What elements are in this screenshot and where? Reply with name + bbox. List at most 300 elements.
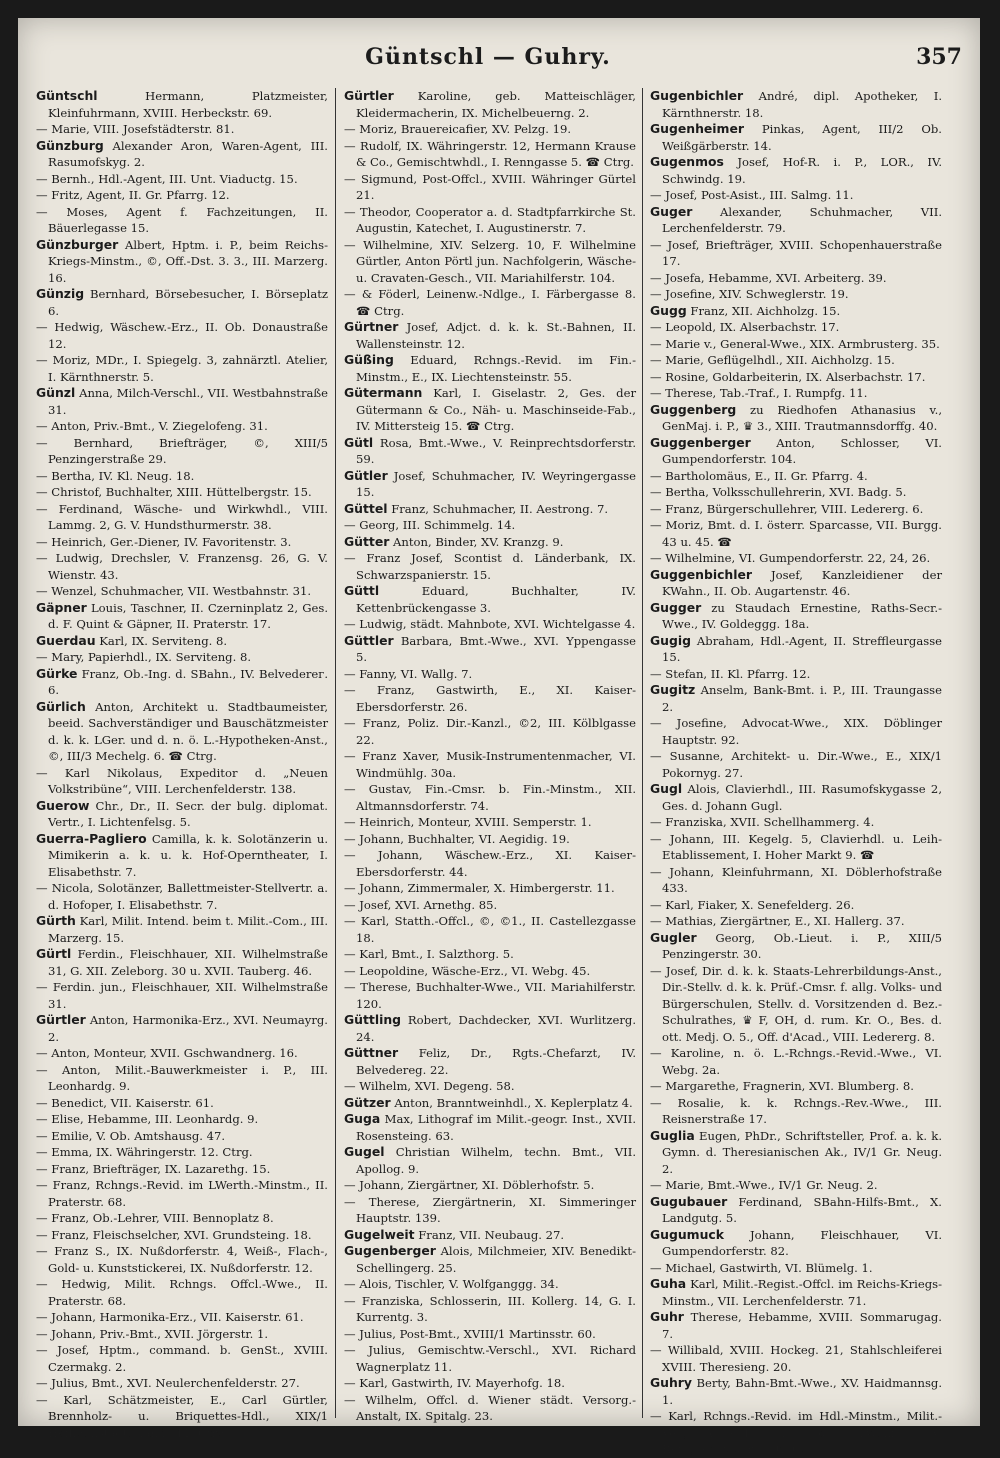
directory-entry: [36, 1243, 328, 1276]
entry-details: — Franz, Bürgerschullehrer, VIII. Ledererg. 6.: [650, 501, 924, 516]
entry-surname: Güttling: [344, 1012, 402, 1027]
entry-surname: Güttler: [344, 632, 394, 648]
entry-surname: Guga: [344, 1111, 381, 1126]
entry-surname: Günzburger: [36, 236, 119, 252]
entry-details: — Moriz, Brauereicafier, XV. Pelzg. 19.: [344, 122, 572, 136]
entry-details: Karl, I. Giselastr. 2, Ges. der Gütermann & Co., Näh- u. Maschinseide-Fab., IV. Mittersteig 15. ☎ Ctrg.: [356, 386, 637, 433]
directory-entry: [650, 600, 942, 633]
entry-details: Josef, Kanzleidiener der KWahn., II. Ob. Augartenstr. 46.: [662, 567, 943, 598]
directory-entry: [344, 633, 636, 666]
directory-entry: [650, 402, 942, 435]
directory-entry: [36, 831, 328, 881]
entry-surname: Guggenberger: [650, 434, 751, 450]
directory-entry: [650, 1260, 942, 1277]
directory-entry: [36, 385, 328, 418]
entry-details: Johann, Fleischhauer, VI. Gumpendorferstr. 82.: [662, 1227, 942, 1258]
directory-entry: [36, 1128, 328, 1145]
entry-details: Franz, Ob.-Ing. d. SBahn., IV. Belvederег. 6.: [48, 666, 328, 697]
entry-details: Anton, Architekt u. Stadtbaumeister, beeid. Sachverständiger und Bauschätzmeister d. k. k. LGer. und d. n. ö. L.-Hypotheken-Anst., ©, III/3 Mechelg. 6. ☎ Ctrg.: [48, 699, 328, 763]
entry-details: — Emma, IX. Währingerstr. 12. Ctrg.: [36, 1145, 253, 1159]
directory-entry: [36, 798, 328, 831]
directory-entry: [650, 187, 942, 204]
entry-details: Berty, Bahn-Bmt.-Wwe., XV. Haidmannsg. 1.: [662, 1376, 943, 1407]
entry-details: Pinkas, Agent, III/2 Ob. Weißgärberstr. 14.: [662, 122, 942, 153]
directory-entry: [650, 1128, 942, 1178]
entry-details: Anton, Branntweinhdl., X. Keplerplatz 4.: [394, 1095, 633, 1110]
entry-details: Ferdinand, SBahn-Hilfs-Bmt., X. Landgutg. 5.: [662, 1194, 942, 1225]
directory-entry: [344, 1177, 636, 1194]
directory-entry: [36, 138, 328, 171]
entry-surname: Gürlich: [36, 698, 86, 714]
entry-details: Max, Lithograf im Milit.-geogr. Inst., XVII. Rosensteing. 63.: [356, 1112, 637, 1143]
entry-details: — Elise, Hebamme, III. Leonhardg. 9.: [36, 1112, 259, 1126]
entry-details: — Franz Josef, Scontist d. Länderbank, IX. Schwarzspanierstr. 15.: [344, 551, 636, 582]
entry-details: — Moriz, MDr., I. Spiegelg. 3, zahnärztl. Atelier, I. Kärnthnerstr. 5.: [36, 353, 328, 384]
entry-details: — Franz, Poliz. Dir.-Kanzl., ©2, III. Kölblgasse 22.: [344, 716, 636, 747]
entry-details: Georg, Ob.-Lieut. i. P., XIII/5 Penzingerstr. 30.: [662, 930, 943, 961]
entry-details: — Marie, Bmt.-Wwe., IV/1 Gr. Neug. 2.: [650, 1178, 878, 1192]
entry-details: — Johann, Wäschew.-Erz., XI. Kaiser-Ebersdorferstr. 44.: [344, 848, 636, 879]
entry-details: zu Riedhofen Athanasius v., GenMaj. i. P., ♛ 3., XIII. Trautmannsdorffg. 40.: [662, 402, 943, 433]
entry-details: Anselm, Bank-Bmt. i. P., III. Traungasse 2.: [662, 683, 942, 714]
directory-entry: [36, 699, 328, 765]
directory-entry: [344, 286, 636, 319]
directory-entry: [650, 369, 942, 386]
directory-entry: [344, 666, 636, 683]
entry-details: — Rosine, Goldarbeiterin, IX. Alserbachstr. 17.: [650, 369, 926, 384]
directory-entry: [344, 1326, 636, 1343]
directory-entry: [650, 435, 942, 468]
directory-entry: [36, 468, 328, 485]
entry-surname: Guger: [650, 203, 693, 219]
directory-entry: [650, 484, 942, 501]
column-left: [36, 88, 329, 1440]
directory-entry: [36, 1062, 328, 1095]
directory-entry: [344, 1243, 636, 1276]
directory-entry: [650, 517, 942, 550]
entry-surname: Gugel: [344, 1144, 385, 1159]
directory-entry: [344, 979, 636, 1012]
directory-entry: [344, 352, 636, 385]
directory-entry: [344, 913, 636, 946]
directory-entry: [344, 583, 636, 616]
directory-entry: [650, 1276, 942, 1309]
directory-entry: [36, 1309, 328, 1326]
entry-details: Camilla, k. k. Solotänzerin u. Mimikerin a. k. u. k. Hof-Operntheater, I. Elisabethstr. 7.: [48, 831, 329, 879]
entry-details: — Johann, Kleinfuhrmann, XI. Döblerhofstraße 433.: [650, 864, 942, 895]
entry-surname: Gäpner: [36, 599, 87, 615]
directory-entry: [36, 1144, 328, 1161]
directory-entry: [650, 336, 942, 353]
entry-details: — Johann, Ziergärtner, XI. Döblerhofstr. 5.: [344, 1178, 595, 1192]
entry-details: — Michael, Gastwirth, VI. Blümelg. 1.: [650, 1260, 873, 1275]
entry-details: — Franz S., IX. Nußdorferstr. 4, Weiß-, Flach-, Gold- u. Kunststickerei, IX. Nußdorferstr. 12.: [36, 1244, 328, 1275]
directory-entry: [650, 1045, 942, 1078]
directory-entry: [344, 1144, 636, 1177]
entry-details: — Karl, Rchngs.-Revid. im Hdl.-Minstm., Milit.-Verpfl.-Accessl. i. d. LWehr., V. Reinprechtsdorferstr. 62.: [650, 1409, 942, 1456]
directory-entry: [650, 385, 942, 402]
directory-entry: [650, 270, 942, 287]
entry-details: — Julius, Bmt., XVI. Neulerchenfelderstr. 27.: [36, 1376, 300, 1390]
directory-entry: [36, 484, 328, 501]
entry-surname: Gütler: [344, 467, 388, 483]
directory-entry: [36, 418, 328, 435]
entry-details: Alois, Clavierhdl., III. Rasumofskygasse 2, Ges. d. Johann Gugl.: [662, 782, 942, 813]
directory-entry: [650, 1095, 942, 1128]
entry-details: — Wenzel, Schuhmacher, VII. Westbahnstr. 31.: [36, 584, 312, 598]
entry-details: — Josefa, Hebamme, XVI. Arbeiterg. 39.: [650, 270, 887, 285]
entry-details: Franz, XII. Aichholzg. 15.: [690, 303, 841, 318]
directory-entry: [650, 1408, 942, 1458]
directory-entry: [36, 286, 328, 319]
directory-entry: [650, 88, 942, 121]
entry-details: — Karl, Statth.-Offcl., ©, ©1., II. Castellezgasse 18.: [344, 914, 636, 945]
entry-details: — Johann, Buchhalter, VI. Aegidig. 19.: [344, 831, 570, 846]
directory-entry: [36, 534, 328, 551]
entry-details: — Josefine, Advocat-Wwe., XIX. Döblinger Hauptstr. 92.: [650, 716, 942, 747]
entry-surname: Gütermann: [344, 385, 423, 400]
entry-details: — Leopoldine, Wäsche-Erz., VI. Webg. 45.: [344, 963, 591, 978]
entry-details: — Johann, Harmonika-Erz., VII. Kaiserstr. 61.: [36, 1310, 304, 1324]
directory-entry: [344, 946, 636, 963]
entry-surname: Guglia: [650, 1127, 695, 1143]
directory-entry: [650, 501, 942, 518]
directory-entry: [650, 831, 942, 864]
entry-surname: Guhr: [650, 1309, 684, 1324]
entry-surname: Güntschl: [36, 88, 98, 103]
entry-details: André, dipl. Apotheker, I. Kärnthnerstr. 18.: [662, 89, 943, 120]
directory-entry: [344, 847, 636, 880]
entry-details: Eugen, PhDr., Schriftsteller, Prof. a. k. k. Gymn. d. Theresianischen Ak., IV/1 Gr. Neug. 2.: [662, 1128, 943, 1176]
entry-details: — Josef, Briefträger, XVIII. Schopenhauerstraße 17.: [650, 237, 942, 268]
directory-entry: [344, 1045, 636, 1078]
entry-details: — Wilhelmine, VI. Gumpendorferstr. 22, 24, 26.: [650, 551, 931, 565]
entry-details: — Karl, Gastwirth, IV. Mayerhofg. 18.: [344, 1376, 565, 1390]
page-number: 357: [916, 44, 962, 70]
entry-surname: Guggenbichler: [650, 566, 752, 582]
entry-surname: Gürtler: [344, 88, 394, 103]
directory-entry: [650, 121, 942, 154]
entry-details: — Heinrich, Ger.-Diener, IV. Favoritenstr. 3.: [36, 534, 292, 549]
entry-details: — Franziska, Schlosserin, III. Kollerg. 14, G. I. Kurrentg. 3.: [344, 1293, 636, 1324]
entry-surname: Gürth: [36, 913, 76, 928]
entry-details: — Marie, VIII. Josefstädterstr. 81.: [36, 122, 235, 136]
directory-entry: [344, 204, 636, 237]
entry-details: — Anton, Priv.-Bmt., V. Ziegelofeng. 31.: [36, 419, 268, 433]
entry-details: — Mary, Papierhdl., IX. Serviteng. 8.: [36, 650, 252, 664]
directory-entry: [36, 1045, 328, 1062]
entry-details: — Mathias, Ziergärtner, E., XI. Hallerg. 37.: [650, 914, 905, 928]
entry-details: Karl, IX. Serviteng. 8.: [99, 633, 228, 648]
entry-details: — Alois, Tischler, V. Wolfganggg. 34.: [344, 1277, 559, 1291]
directory-entry: [36, 88, 328, 121]
directory-entry: [36, 1276, 328, 1309]
entry-details: Franz, Schuhmacher, II. Aestrong. 7.: [391, 501, 609, 516]
entry-surname: Gugig: [650, 632, 691, 648]
directory-entry: [650, 303, 942, 320]
directory-entry: [344, 715, 636, 748]
directory-entry: [36, 765, 328, 798]
directory-entry: [344, 121, 636, 138]
directory-entry: [650, 864, 942, 897]
entry-surname: Guhry: [650, 1375, 692, 1390]
entry-surname: Gürke: [36, 665, 78, 681]
entry-details: — Johann, Priv.-Bmt., XVII. Jörgerstr. 1.: [36, 1326, 269, 1341]
entry-details: — Fanny, VI. Wallg. 7.: [344, 666, 473, 681]
entry-details: — Heinrich, Monteur, XVIII. Semperstr. 1.: [344, 815, 592, 829]
directory-entry: [344, 1194, 636, 1227]
entry-details: — Theodor, Cooperator a. d. Stadtpfarrkirche St. Augustin, Katechet, I. Augustinerstr. 7.: [344, 204, 636, 235]
directory-entry: [344, 1375, 636, 1392]
entry-surname: Günzburg: [36, 137, 104, 153]
entry-details: — Franz, Briefträger, IX. Lazarethg. 15.: [36, 1161, 271, 1176]
directory-entry: [650, 814, 942, 831]
entry-details: — Emilie, V. Ob. Amtshausg. 47.: [36, 1128, 226, 1143]
entry-details: — Josef, Hptm., command. b. GenSt., XVIII. Czermakg. 2.: [36, 1343, 328, 1374]
directory-entry: [344, 781, 636, 814]
entry-details: — Christof, Buchhalter, XIII. Hüttelbergstr. 15.: [36, 485, 312, 499]
directory-entry: [36, 946, 328, 979]
entry-details: — Therese, Tab.-Traf., I. Rumpfg. 11.: [650, 386, 868, 400]
entry-details: Hermann, Platzmeister, Kleinfuhrmann, XVIII. Herbeckstr. 69.: [48, 89, 328, 120]
directory-entry: [36, 666, 328, 699]
entry-details: — Franziska, XVII. Schellhammerg. 4.: [650, 815, 875, 829]
directory-entry: [650, 682, 942, 715]
entry-details: Eduard, Rchngs.-Revid. im Fin.-Minstm., E., IX. Liechtensteinstr. 55.: [356, 353, 637, 384]
entry-surname: Gugitz: [650, 682, 696, 697]
entry-details: Anna, Milch-Verschl., VII. Westbahnstraße 31.: [48, 386, 329, 417]
directory-entry: [344, 897, 636, 914]
entry-surname: Guggenberg: [650, 401, 737, 417]
entry-details: — Ludwig, städt. Mahnbote, XVI. Wichtelgasse 4.: [344, 617, 636, 631]
entry-details: — Gustav, Fin.-Cmsr. b. Fin.-Minstm., XII. Altmannsdorferstr. 74.: [344, 782, 636, 813]
entry-surname: Günzig: [36, 286, 85, 301]
directory-entry: [36, 121, 328, 138]
entry-details: — Ferdin. jun., Fleischhauer, XII. Wilhelmstraße 31.: [36, 980, 328, 1011]
entry-surname: Gürtner: [344, 319, 399, 334]
entry-details: — Wilhelmine, XIV. Selzerg. 10, F. Wilhelmine Gürtler, Anton Pörtl jun. Nachfolgerin, Wäsche- u. Cravaten-Gesch., VII. Mariahilferstr. 104.: [344, 237, 636, 285]
entry-details: — Karl Nikolaus, Expeditor d. „Neuen Volkstribüne“, VIII. Lerchenfelderstr. 138.: [36, 765, 328, 796]
entry-details: — Josef, Post-Asist., III. Salmg. 11.: [650, 188, 854, 202]
entry-details: — Ludwig, Drechsler, V. Franzensg. 26, G. V. Wienstr. 43.: [36, 551, 328, 582]
entry-surname: Gugl: [650, 781, 683, 796]
entry-surname: Gürtl: [36, 946, 72, 961]
entry-details: — Therese, Ziergärtnerin, XI. Simmeringer Hauptstr. 139.: [344, 1194, 636, 1225]
directory-entry: [344, 550, 636, 583]
entry-details: — Bernhard, Briefträger, ©, XIII/5 Penzingerstraße 29.: [36, 435, 328, 466]
column-divider: [642, 88, 643, 1418]
entry-details: Robert, Dachdecker, XVI. Wurlitzerg. 24.: [356, 1013, 637, 1044]
directory-entry: [344, 534, 636, 551]
directory-entry: [650, 897, 942, 914]
entry-surname: Gugg: [650, 302, 687, 318]
entry-details: — Marie v., General-Wwe., XIX. Armbrusterg. 35.: [650, 336, 940, 351]
column-right: [650, 88, 943, 1456]
directory-entry: [650, 1177, 942, 1194]
entry-details: — Wilhelm, XVI. Degeng. 58.: [344, 1079, 515, 1093]
entry-details: Josef, Adjct. d. k. k. St.-Bahnen, II. Wallensteinstr. 12.: [356, 320, 637, 351]
directory-entry: [344, 1078, 636, 1095]
entry-surname: Gugenheimer: [650, 121, 744, 136]
entry-surname: Gugenbichler: [650, 88, 744, 103]
directory-entry: [36, 1392, 328, 1442]
directory-entry: [344, 237, 636, 287]
directory-entry: [36, 1177, 328, 1210]
entry-details: — Anton, Monteur, XVII. Gschwandnerg. 16.: [36, 1046, 298, 1060]
entry-surname: Guha: [650, 1276, 687, 1291]
directory-entry: [36, 633, 328, 650]
directory-entry: [650, 963, 942, 1046]
directory-entry: [650, 204, 942, 237]
directory-entry: [650, 633, 942, 666]
entry-details: Chr., Dr., II. Secr. der bulg. diplomat. Vertr., I. Lichtenfelsg. 5.: [48, 798, 328, 829]
directory-entry: [344, 963, 636, 980]
directory-entry: [36, 352, 328, 385]
entry-surname: Guerdau: [36, 632, 96, 648]
entry-details: — Karoline, n. ö. L.-Rchngs.-Revid.-Wwe., VI. Webg. 2a.: [650, 1046, 942, 1077]
entry-details: — Franz Xaver, Musik-Instrumentenmacher, VI. Windmühlg. 30a.: [344, 749, 636, 780]
entry-details: — & Föderl, Leinenw.-Ndlge., I. Färbergasse 8. ☎ Ctrg.: [344, 287, 636, 318]
entry-details: Bernhard, Börsebesucher, I. Börseplatz 6.: [48, 287, 328, 318]
entry-surname: Gugumuck: [650, 1226, 724, 1242]
entry-surname: Guerra-Pagliero: [36, 830, 147, 846]
entry-details: — Bertha, Volksschullehrerin, XVI. Badg. 5.: [650, 485, 907, 499]
entry-surname: Güttel: [344, 500, 388, 516]
directory-entry: [36, 550, 328, 583]
entry-details: Eduard, Buchhalter, IV. Kettenbrückengasse 3.: [356, 584, 636, 615]
entry-details: — Susanne, Architekt- u. Dir.-Wwe., E., XIX/1 Pokornyg. 27.: [650, 749, 942, 780]
directory-entry: [36, 1326, 328, 1343]
directory-entry: [36, 913, 328, 946]
directory-entry: [344, 880, 636, 897]
entry-details: Josef, Schuhmacher, IV. Weyringergasse 15.: [356, 468, 637, 499]
entry-details: — Georg, III. Schimmelg. 14.: [344, 518, 516, 532]
entry-details: — Bartholomäus, E., II. Gr. Pfarrg. 4.: [650, 468, 868, 483]
directory-entry: [344, 517, 636, 534]
entry-details: — Rudolf, IX. Währingerstr. 12, Hermann Krause & Co., Gemischtwhdl., I. Renngasse 5. ☎ Ctrg.: [344, 138, 636, 169]
directory-entry: [36, 1375, 328, 1392]
entry-details: — Karl, Bmt., I. Salzthorg. 5.: [344, 947, 514, 961]
entry-details: — Leopold, IX. Alserbachstr. 17.: [650, 320, 840, 334]
entry-surname: Gugenmos: [650, 154, 724, 169]
directory-entry: [36, 1227, 328, 1244]
entry-surname: Güttner: [344, 1045, 399, 1060]
directory-entry: [650, 319, 942, 336]
entry-details: Anton, Harmonika-Erz., XVI. Neumayrg. 2.: [48, 1013, 328, 1044]
directory-entry: [36, 649, 328, 666]
directory-entry: [344, 1392, 636, 1425]
entry-details: — Bernh., Hdl.-Agent, III. Unt. Viaductg. 15.: [36, 171, 298, 186]
entry-details: — Moses, Agent f. Fachzeitungen, II. Bäuerlegasse 15.: [36, 204, 328, 235]
directory-entry: [344, 616, 636, 633]
entry-details: — Rosalie, k. k. Rchngs.-Rev.-Wwe., III. Reisnerstraße 17.: [650, 1095, 942, 1126]
entry-surname: Gugenberger: [344, 1243, 436, 1258]
directory-entry: [344, 1293, 636, 1326]
entry-details: Albert, Hptm. i. P., beim Reichs-Kriegs-Minstm., ©, Off.-Dst. 3. 3., III. Marzerg. 16.: [48, 237, 329, 285]
directory-entry: [36, 1210, 328, 1227]
entry-details: — Therese, Buchhalter-Wwe., VII. Mariahilferstr. 120.: [344, 980, 636, 1011]
directory-entry: [344, 1111, 636, 1144]
directory-entry: [344, 1012, 636, 1045]
entry-details: — Anton, Milit.-Bauwerkmeister i. P., III. Leonhardg. 9.: [36, 1062, 328, 1093]
entry-details: — Franz, Gastwirth, E., XI. Kaiser-Ebersdorferstr. 26.: [344, 683, 636, 714]
entry-details: — Ferdinand, Wäsche- und Wirkwhdl., VIII. Lammg. 2, G. V. Hundsthurmerstr. 38.: [36, 501, 328, 532]
entry-details: Ferdin., Fleischhauer, XII. Wilhelmstraße 31, G. XII. Zeleborg. 30 u. XVII. Tauberg. 46.: [48, 947, 328, 978]
entry-details: — Margarethe, Fragnerin, XVI. Blumberg. 8.: [650, 1079, 914, 1093]
directory-entry: [36, 187, 328, 204]
entry-details: — Franz, Fleischselcher, XVI. Grundsteing. 18.: [36, 1227, 312, 1242]
entry-details: — Nicola, Solotänzer, Ballettmeister-Stellvertr. a. d. Hofoper, I. Elisabethstr. 7.: [36, 881, 328, 912]
entry-details: Anton, Binder, XV. Kranzg. 9.: [393, 534, 564, 549]
directory-entry: [344, 88, 636, 121]
entry-surname: Gützer: [344, 1094, 391, 1110]
directory-entry: [36, 1095, 328, 1112]
directory-entry: [36, 600, 328, 633]
entry-details: Alexander Aron, Waren-Agent, III. Rasumofskyg. 2.: [48, 138, 328, 169]
directory-entry: [36, 171, 328, 188]
directory-entry: [650, 550, 942, 567]
entry-surname: Gütl: [344, 434, 374, 450]
entry-details: — Johann, Zimmermaler, X. Himbergerstr. 11.: [344, 881, 615, 895]
entry-details: — Willibald, XVIII. Hockeg. 21, Stahlschleiferei XVIII. Theresieng. 20.: [650, 1343, 942, 1374]
directory-entry: [650, 286, 942, 303]
entry-details: — Benedict, VII. Kaiserstr. 61.: [36, 1095, 214, 1110]
entry-details: — Wilhelm, Offcl. d. Wiener städt. Versorg.-Anstalt, IX. Spitalg. 23.: [344, 1392, 636, 1423]
entry-surname: Güßing: [344, 352, 394, 367]
entry-details: Christian Wilhelm, techn. Bmt., VII. Apollog. 9.: [356, 1145, 637, 1176]
column-divider: [335, 88, 336, 1418]
directory-entry: [650, 468, 942, 485]
directory-entry: [344, 501, 636, 518]
directory-entry: [344, 682, 636, 715]
directory-entry: [650, 666, 942, 683]
directory-page: [18, 18, 980, 1456]
entry-details: — Moriz, Bmt. d. I. österr. Sparcasse, VII. Burgg. 43 u. 45. ☎: [650, 518, 942, 549]
directory-entry: [36, 237, 328, 287]
directory-entry: [650, 1078, 942, 1095]
column-middle: [344, 88, 636, 1423]
entry-details: Abraham, Hdl.-Agent, II. Streffleurgasse 15.: [662, 633, 943, 664]
directory-entry: [36, 1342, 328, 1375]
directory-entry: [650, 748, 942, 781]
directory-entry: [650, 913, 942, 930]
entry-surname: Gugelweit: [344, 1226, 415, 1242]
directory-entry: [36, 319, 328, 352]
entry-details: — Karl, Fiaker, X. Senefelderg. 26.: [650, 897, 855, 912]
directory-entry: [650, 781, 942, 814]
entry-surname: Guerow: [36, 797, 90, 813]
directory-entry: [650, 154, 942, 187]
directory-entry: [650, 1227, 942, 1260]
directory-entry: [344, 831, 636, 848]
directory-entry: [650, 1194, 942, 1227]
entry-details: — Franz, Rchngs.-Revid. im LWerth.-Minstm., II. Praterstr. 68.: [36, 1178, 328, 1209]
directory-entry: [650, 237, 942, 270]
directory-entry: [36, 435, 328, 468]
entry-details: zu Staudach Ernestine, Raths-Secr.-Wwe., IV. Goldeggg. 18a.: [662, 600, 942, 631]
directory-entry: [344, 435, 636, 468]
entry-details: — Franz, Ob.-Lehrer, VIII. Bennoplatz 8.: [36, 1211, 274, 1225]
entry-details: Rosa, Bmt.-Wwe., V. Reinprechtsdorferstr. 59.: [356, 435, 637, 466]
directory-entry: [344, 1095, 636, 1112]
directory-entry: [36, 880, 328, 913]
directory-entry: [650, 930, 942, 963]
directory-entry: [650, 567, 942, 600]
directory-entry: [344, 748, 636, 781]
entry-surname: Gütter: [344, 533, 390, 549]
entry-details: Alois, Milchmeier, XIV. Benedikt-Schellingerg. 25.: [356, 1244, 636, 1275]
directory-entry: [344, 385, 636, 435]
